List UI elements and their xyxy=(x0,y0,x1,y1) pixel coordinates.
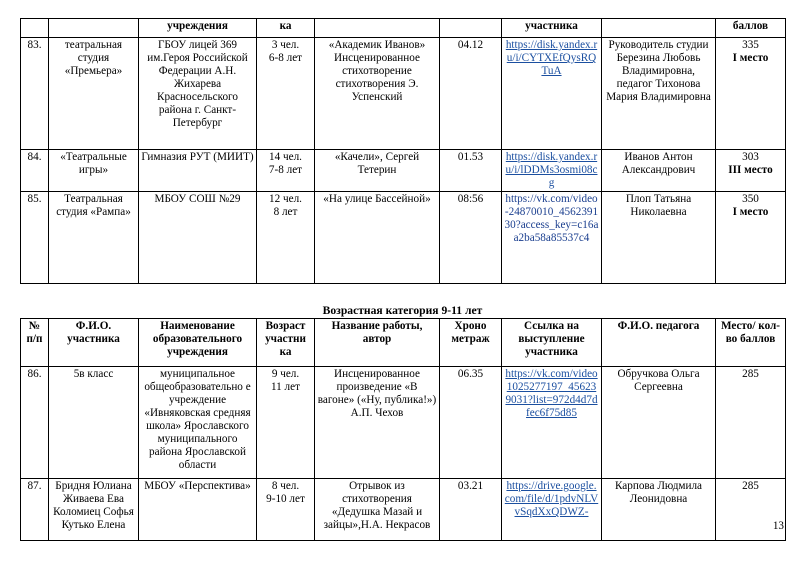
cell-number: 86. xyxy=(21,367,49,479)
cell-score xyxy=(716,38,786,150)
cell-teacher: Иванов Антон Александрович xyxy=(602,150,716,192)
header-cell-work xyxy=(315,19,440,38)
cell-duration: 06.35 xyxy=(440,367,502,479)
cell-age: 12 чел. 8 лет xyxy=(257,192,315,284)
cell-age: 9 чел. 11 лет xyxy=(257,367,315,479)
results-table-age-9-11 xyxy=(20,318,786,541)
cell-duration: 08:56 xyxy=(440,192,502,284)
header-cell-teacher: Ф.И.О. педагога xyxy=(602,319,716,367)
header-cell-teacher xyxy=(602,19,716,38)
score-value: 350 xyxy=(742,193,759,205)
cell-work: «На улице Бассейной» xyxy=(315,192,440,284)
header-cell-age: ка xyxy=(257,19,315,38)
cell-number: 87. xyxy=(21,479,49,541)
header-cell-duration xyxy=(440,19,502,38)
score-value: 335 xyxy=(742,39,759,51)
cell-teacher: Обручкова Ольга Сергеевна xyxy=(602,367,716,479)
cell-number: 85. xyxy=(21,192,49,284)
header-cell-work: Название работы, автор xyxy=(315,319,440,367)
header-cell-duration: Хроно метраж xyxy=(440,319,502,367)
table-row xyxy=(21,192,786,284)
cell-age: 3 чел. 6-8 лет xyxy=(257,38,315,150)
header-cell-number xyxy=(21,19,49,38)
cell-participant: 5в класс xyxy=(49,367,139,479)
header-cell-link: Ссылка на выступление участника xyxy=(502,319,602,367)
cell-age: 8 чел. 9-10 лет xyxy=(257,479,315,541)
performance-link[interactable]: https://vk.com/video-24870010_456239130?access_key=c16aa2ba58a85537c4 xyxy=(504,193,599,244)
performance-link[interactable]: https://disk.yandex.ru/i/lDDMs3osmi08cg xyxy=(505,151,598,189)
cell-duration: 04.12 xyxy=(440,38,502,150)
cell-participant: Театральная студия «Рампа» xyxy=(49,192,139,284)
cell-score xyxy=(716,367,786,479)
cell-link[interactable] xyxy=(502,367,602,479)
cell-institution: ГБОУ лицей 369 им.Героя Российской Федерации А.Н. Жихарева Красносельского района г. Санкт-Петербург xyxy=(139,38,257,150)
cell-score xyxy=(716,192,786,284)
age-category-title: Возрастная категория 9-11 лет xyxy=(322,304,483,317)
table-row xyxy=(21,367,786,479)
page-number: 13 xyxy=(772,520,784,532)
header-cell-number: № п/п xyxy=(21,319,49,367)
score-value: 285 xyxy=(742,480,759,492)
cell-teacher: Карпова Людмила Леонидовна xyxy=(602,479,716,541)
table-header-row xyxy=(21,319,786,367)
header-cell-participant xyxy=(49,19,139,38)
header-cell-age: Возраст участни ка xyxy=(257,319,315,367)
table-row xyxy=(21,38,786,150)
cell-institution: МБОУ «Перспектива» xyxy=(139,479,257,541)
cell-teacher: Плоп Татьяна Николаевна xyxy=(602,192,716,284)
header-cell-institution: Наименование образовательного учреждения xyxy=(139,319,257,367)
cell-teacher: Руководитель студии Березина Любовь Владимировна, педагог Тихонова Мария Владимировна xyxy=(602,38,716,150)
cell-participant: Бридня Юлиана Живаева Ева Коломиец Софья Кутько Елена xyxy=(49,479,139,541)
cell-work: «Академик Иванов» Инсценированное стихотворение стихотворения Э. Успенский xyxy=(315,38,440,150)
score-value: 303 xyxy=(742,151,759,163)
table-header-continued-row xyxy=(21,19,786,38)
cell-work: Инсценированное произведение «В вагоне» («Ну, публика!») А.П. Чехов xyxy=(315,367,440,479)
cell-link[interactable] xyxy=(502,38,602,150)
place-value: I место xyxy=(732,51,769,64)
cell-institution: муниципальное общеобразовательно е учреждение «Ивняковская средняя школа» Ярославского муниципального района Ярославской области xyxy=(139,367,257,479)
cell-duration: 03.21 xyxy=(440,479,502,541)
score-value: 285 xyxy=(742,368,759,380)
performance-link[interactable]: https://disk.yandex.ru/i/CYTXEfQysRQTuA xyxy=(505,39,598,77)
cell-score xyxy=(716,150,786,192)
cell-institution: Гимназия РУТ (МИИТ) xyxy=(139,150,257,192)
header-cell-institution: учреждения xyxy=(139,19,257,38)
performance-link[interactable]: https://vk.com/video1025277197_456239031?list=972d4d7dfec6f75d85 xyxy=(505,368,598,419)
cell-number: 83. xyxy=(21,38,49,150)
cell-age: 14 чел. 7-8 лет xyxy=(257,150,315,192)
table-gap-spacer xyxy=(20,284,785,304)
performance-link[interactable]: https://drive.google.com/file/d/1pdvNLVvSqdXxQDWZ- xyxy=(504,480,599,518)
header-cell-score: баллов xyxy=(716,19,786,38)
cell-link[interactable] xyxy=(502,479,602,541)
table-row xyxy=(21,150,786,192)
cell-participant: театральная студия «Премьера» xyxy=(49,38,139,150)
cell-work: Отрывок из стихотворения «Дедушка Мазай и зайцы»,Н.А. Некрасов xyxy=(315,479,440,541)
cell-number: 84. xyxy=(21,150,49,192)
cell-link[interactable] xyxy=(502,192,602,284)
table-row xyxy=(21,479,786,541)
place-value: III место xyxy=(728,163,773,176)
cell-participant: «Театральные игры» xyxy=(49,150,139,192)
cell-institution: МБОУ СОШ №29 xyxy=(139,192,257,284)
cell-work: «Качели», Сергей Тетерин xyxy=(315,150,440,192)
results-table-continued xyxy=(20,18,786,284)
header-cell-participant: Ф.И.О. участника xyxy=(49,319,139,367)
cell-link[interactable] xyxy=(502,150,602,192)
header-cell-link: участника xyxy=(502,19,602,38)
cell-duration: 01.53 xyxy=(440,150,502,192)
place-value: I место xyxy=(732,205,769,218)
header-cell-score: Место/ кол-во баллов xyxy=(716,319,786,367)
